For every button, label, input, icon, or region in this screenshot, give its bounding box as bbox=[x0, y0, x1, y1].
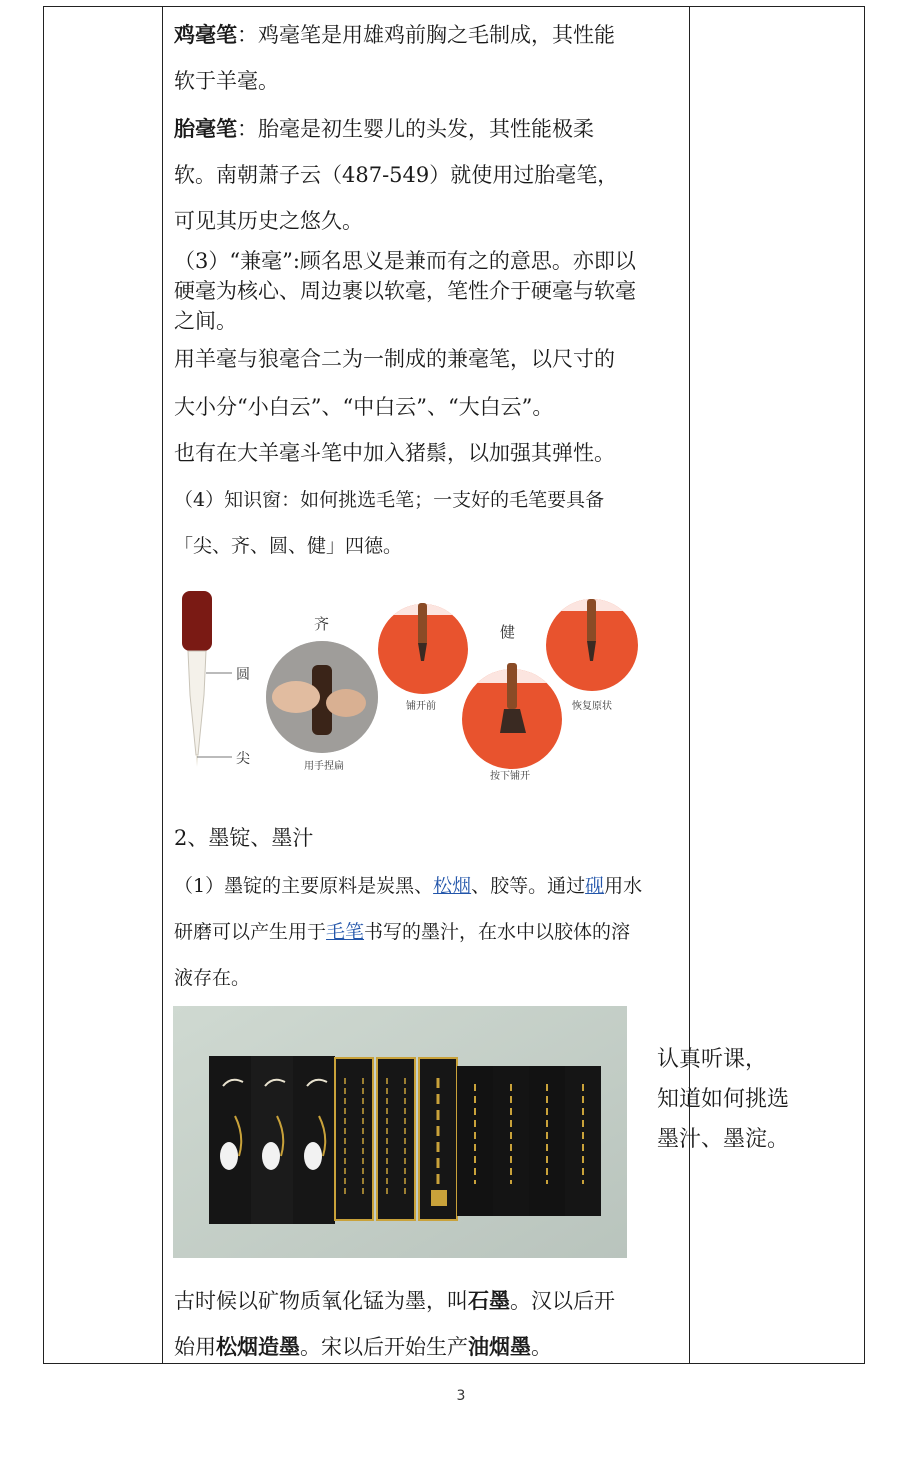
taihao-paragraph-line2: 软。南朝萧子云（487-549）就使用过胎毫笔， bbox=[174, 163, 619, 187]
section2-title: 2、墨锭、墨汁 bbox=[174, 826, 314, 850]
link-yan[interactable]: 砚 bbox=[585, 875, 605, 897]
crane-ink-sticks bbox=[209, 1056, 335, 1224]
jianhao-line1: （3）“兼毫”:顾名思义是兼而有之的意思。亦即以 bbox=[174, 249, 636, 273]
history-line1: 古时候以矿物质氧化锰为墨，叫石墨。汉以后开 bbox=[174, 1288, 615, 1313]
knowledge-line1: （4）知识窗：如何挑选毛笔；一支好的毛笔要具备 bbox=[174, 489, 605, 511]
jihao-paragraph-line1: 鸡毫笔：鸡毫笔是用雄鸡前胸之毛制成，其性能 bbox=[174, 22, 615, 47]
ink-line3: 液存在。 bbox=[174, 967, 251, 989]
taihao-paragraph-line3: 可见其历史之悠久。 bbox=[174, 209, 363, 233]
label-jian: 健 bbox=[500, 623, 516, 641]
note-line1: 认真听课， bbox=[657, 1047, 768, 1072]
note-line2: 知道如何挑选 bbox=[657, 1087, 790, 1112]
taihao-label: 胎毫笔 bbox=[174, 116, 237, 141]
brush-qualities-figure bbox=[170, 585, 650, 785]
yanghao-line1: 用羊毫与狼毫合二为一制成的兼毫笔，以尺寸的 bbox=[174, 347, 615, 371]
history-line2: 始用松烟造墨。宋以后开始生产油烟墨。 bbox=[174, 1334, 552, 1359]
yanghao-line2: 大小分“小白云”、“中白云”、“大白云”。 bbox=[174, 395, 554, 419]
jihao-paragraph-line2: 软于羊毫。 bbox=[174, 69, 279, 93]
ink-sticks-photo bbox=[173, 1006, 627, 1258]
press-spread-photo bbox=[462, 663, 562, 769]
caption-before: 铺开前 bbox=[406, 701, 436, 712]
link-maobi[interactable]: 毛笔 bbox=[326, 921, 365, 943]
ink-line1: （1）墨锭的主要原料是炭黑、松烟、胶等。通过砚用水 bbox=[174, 875, 643, 897]
jianhao-line3: 之间。 bbox=[174, 309, 237, 333]
page-number: 3 bbox=[456, 1388, 466, 1404]
before-spread-photo bbox=[378, 603, 468, 694]
pinch-photo bbox=[266, 641, 378, 753]
plain-ink-sticks bbox=[457, 1066, 601, 1216]
note-line3: 墨汁、墨淀。 bbox=[657, 1127, 790, 1152]
jihao-label: 鸡毫笔 bbox=[174, 22, 237, 47]
yanghao-line3: 也有在大羊毫斗笔中加入猪鬃，以加强其弹性。 bbox=[174, 441, 615, 465]
taihao-paragraph-line1: 胎毫笔：胎毫是初生婴儿的头发，其性能极柔 bbox=[174, 116, 594, 141]
ink-line2: 研磨可以产生用于毛笔书写的墨汁，在水中以胶体的溶 bbox=[174, 921, 631, 943]
caption-restore: 恢复原状 bbox=[572, 701, 612, 712]
knowledge-line2: 「尖、齐、圆、健」四德。 bbox=[174, 535, 403, 557]
caption-press: 按下铺开 bbox=[490, 771, 530, 782]
jianhao-line2: 硬毫为核心、周边裹以软毫，笔性介于硬毫与软毫 bbox=[174, 279, 636, 303]
label-yuan: 圆 bbox=[236, 667, 250, 683]
caption-pinch: 用手捏扁 bbox=[304, 761, 344, 772]
student-activity-note bbox=[657, 1040, 817, 1160]
label-qi: 齐 bbox=[314, 615, 330, 633]
gold-bordered-ink-sticks bbox=[335, 1058, 457, 1220]
link-songyan[interactable]: 松烟 bbox=[433, 875, 472, 897]
label-jian-tip: 尖 bbox=[236, 751, 250, 767]
restore-photo bbox=[546, 599, 638, 691]
table-column-divider-left bbox=[162, 7, 163, 1363]
brush-illustration bbox=[182, 591, 232, 767]
